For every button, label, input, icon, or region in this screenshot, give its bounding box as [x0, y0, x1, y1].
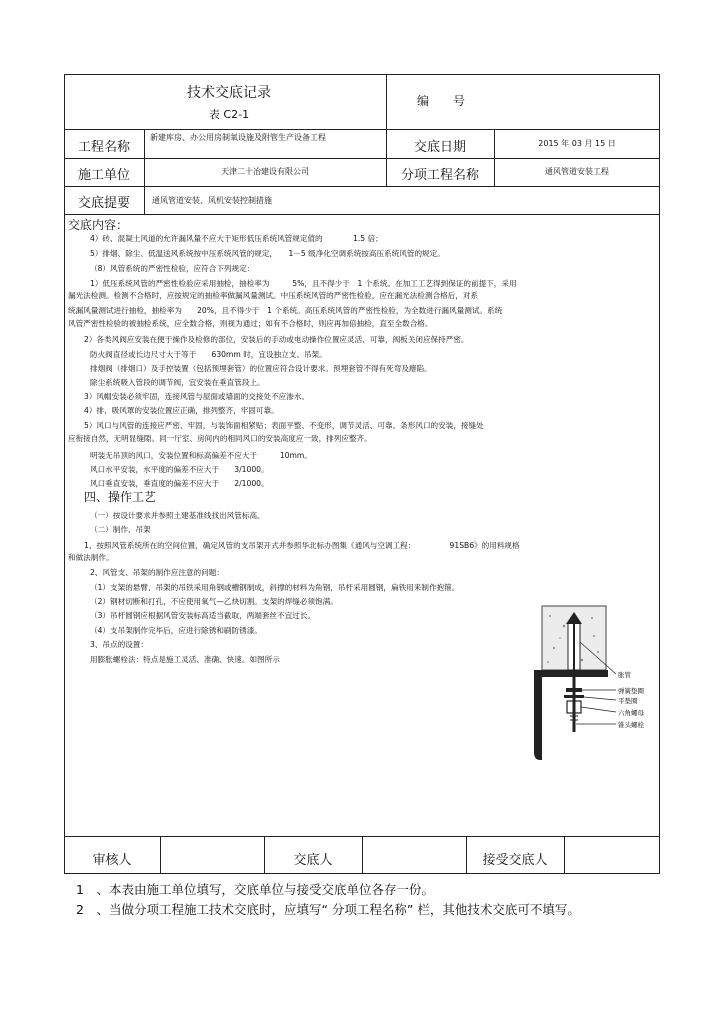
process-line: 和做法制作。	[68, 553, 114, 562]
content-line: 5）排烟、除尘、低温送风系统按中压系统风管的规定， 1－5 级净化空调系统按高压系统风管的规定。	[90, 249, 445, 258]
divider	[64, 129, 660, 130]
form-code: 表 C2-1	[208, 108, 250, 121]
divider	[64, 214, 660, 215]
content-line: 5）风口与风管的连接应严密、牢固，与装饰面相紧贴；表面平整、不变形，调节灵活、可靠。条形风口的安装，接缝处	[84, 421, 484, 430]
project-name-label: 工程名称	[77, 140, 130, 155]
content-line: 排烟阀（排烟口）及手控装置（包括预埋套管）的位置应符合设计要求。预埋套管不得有死弯及瘪陷。	[90, 364, 432, 373]
date-value: 2015 年 03 月 15 日	[538, 139, 616, 148]
label-cone-bolt: 锥头螺栓	[618, 721, 644, 729]
process-line: 1、按照风管系统所在的空间位置，确定风管的支吊架开式并参照华北标办图集《通风与空调工程： 91SB6》的用料规格	[84, 541, 520, 550]
construction-unit-label: 施工单位	[77, 168, 130, 183]
project-name-value: 新建库房、办公用房制氧设施及附管生产设备工程	[150, 133, 326, 142]
content-line: 防火阀直径或长边尺寸大于等于 630mm 时，宜设独立支、吊架。	[90, 350, 327, 359]
content-line: 风口水平安装，水平度的偏差不应大于 3/1000。	[90, 465, 269, 474]
content-line: 漏光法检测。检测不合格时，应按规定的抽检率做漏风量测试。中压系统风管的严密性检验，应在漏光法检测合格后，对系	[68, 291, 479, 300]
process-line: （4）支吊架制作完毕后，应进行除锈和刷防锈漆。	[90, 626, 262, 635]
process-line: （1）支架的悬臂、吊架的吊铁采用角钢或槽钢制成，斜撑的材料为角钢，吊杆采用圆钢，扁铁用来制作抱箍。	[90, 583, 460, 592]
content-line: 4）排、吸风罩的安装位置应正确，排列整齐，牢固可靠。	[84, 406, 279, 415]
process-line: 用膨胀螺栓法：特点是施工灵活、准确、快速。如图所示	[90, 655, 280, 664]
footnote: 1 、本表由施工单位填写，交底单位与接受交底单位各存一份。	[76, 882, 434, 897]
divider	[64, 186, 660, 187]
divider	[564, 836, 565, 874]
expansion-bolt-figure	[520, 602, 656, 772]
process-line: 3、吊点的设置：	[90, 640, 148, 649]
content-line: 统漏风量测试进行抽检，抽检率为 20%，且不得少于 1 个系统。高压系统风管的严密性检验，为全数进行漏风量测试。系统	[68, 306, 503, 315]
angle-steel	[534, 670, 608, 677]
content-line: 4）砖、混凝土风道的允许漏风量不应大于矩形低压系统风管规定值的 1.5 倍；	[90, 234, 383, 243]
content-line: 风管严密性检验的被抽检系统，应全数合格，则视为通过；如有不合格时，则应再加倍抽检，直至全数合格。	[68, 319, 433, 328]
content-line: 2）各类风阀应安装在便于操作及检修的部位，安装后的手动或电动操作位置应灵活、可靠，阀板关闭应保持严密。	[84, 335, 469, 344]
content-line: （8）风管系统的严密性检验，应符合下列规定：	[90, 264, 255, 273]
label-hex-nut: 六角螺母	[618, 709, 644, 717]
section-title: 四、操作工艺	[84, 490, 157, 504]
reviewer-label: 审核人	[92, 853, 132, 868]
content-line: 风口垂直安装，垂直度的偏差不应大于 2/1000。	[90, 479, 269, 488]
label-flat-washer: 平垫圈	[618, 697, 638, 705]
divider	[160, 836, 161, 874]
content-line: 除尘系统吸入管段的调节阀，宜安装在垂直管段上。	[90, 378, 265, 387]
presenter-label: 交底人	[293, 853, 333, 868]
label-expansion-pipe: 胀管	[618, 671, 631, 679]
number-label: 编 号	[416, 94, 465, 108]
process-line: 2、风管支、吊架的制作应注意的问题：	[90, 568, 224, 577]
sub-project-label: 分项工程名称	[400, 168, 479, 183]
content-heading: 交底内容：	[68, 218, 129, 232]
date-label: 交底日期	[413, 140, 466, 155]
summary-value: 通风管道安装、风机安装控制措施	[152, 196, 272, 205]
process-line: （3）吊杆圆钢应根据风管安装标高适当截取，两端套丝不宜过长。	[90, 611, 316, 620]
page-title: 技术交底记录	[187, 85, 271, 101]
content-line: 明装无吊顶的风口，安装位置和标高偏差不应大于 10mm。	[90, 451, 312, 460]
content-line: 1）低压系统风管的严密性检验应采用抽检，抽检率为 5%，且不得少于 1 个系统。在加工工艺得到保证的前提下，采用	[90, 279, 517, 288]
process-line: （二）制作、吊架	[90, 525, 151, 534]
sub-project-value: 通风管道安装工程	[545, 167, 609, 176]
label-spring-washer: 弹簧垫圈	[618, 687, 644, 695]
content-line: 3）风帽安装必须牢固，连接风管与屋面或墙面的交接处不应渗水。	[84, 392, 310, 401]
footnote: 2 、当做分项工程施工技术交底时，应填写“ 分项工程名称” 栏，其他技术交底可不填写。	[76, 902, 580, 917]
summary-label: 交底提要	[77, 196, 130, 211]
construction-unit-value: 天津二十冶建设有限公司	[221, 167, 309, 176]
receiver-label: 接受交底人	[482, 853, 548, 868]
divider	[64, 158, 660, 159]
process-line: （2）钢材切断和打孔，不应使用氧气—乙炔切割。支架的焊缝必须饱满。	[90, 597, 338, 606]
content-line: 应衔接自然，无明显缝隙。同一厅室、房间内的相同风口的安装高度应一致，排列应整齐。	[68, 434, 372, 443]
divider	[362, 836, 363, 874]
process-line: （一）按设计要求并参照土建基准线找出风管标高。	[90, 511, 265, 520]
